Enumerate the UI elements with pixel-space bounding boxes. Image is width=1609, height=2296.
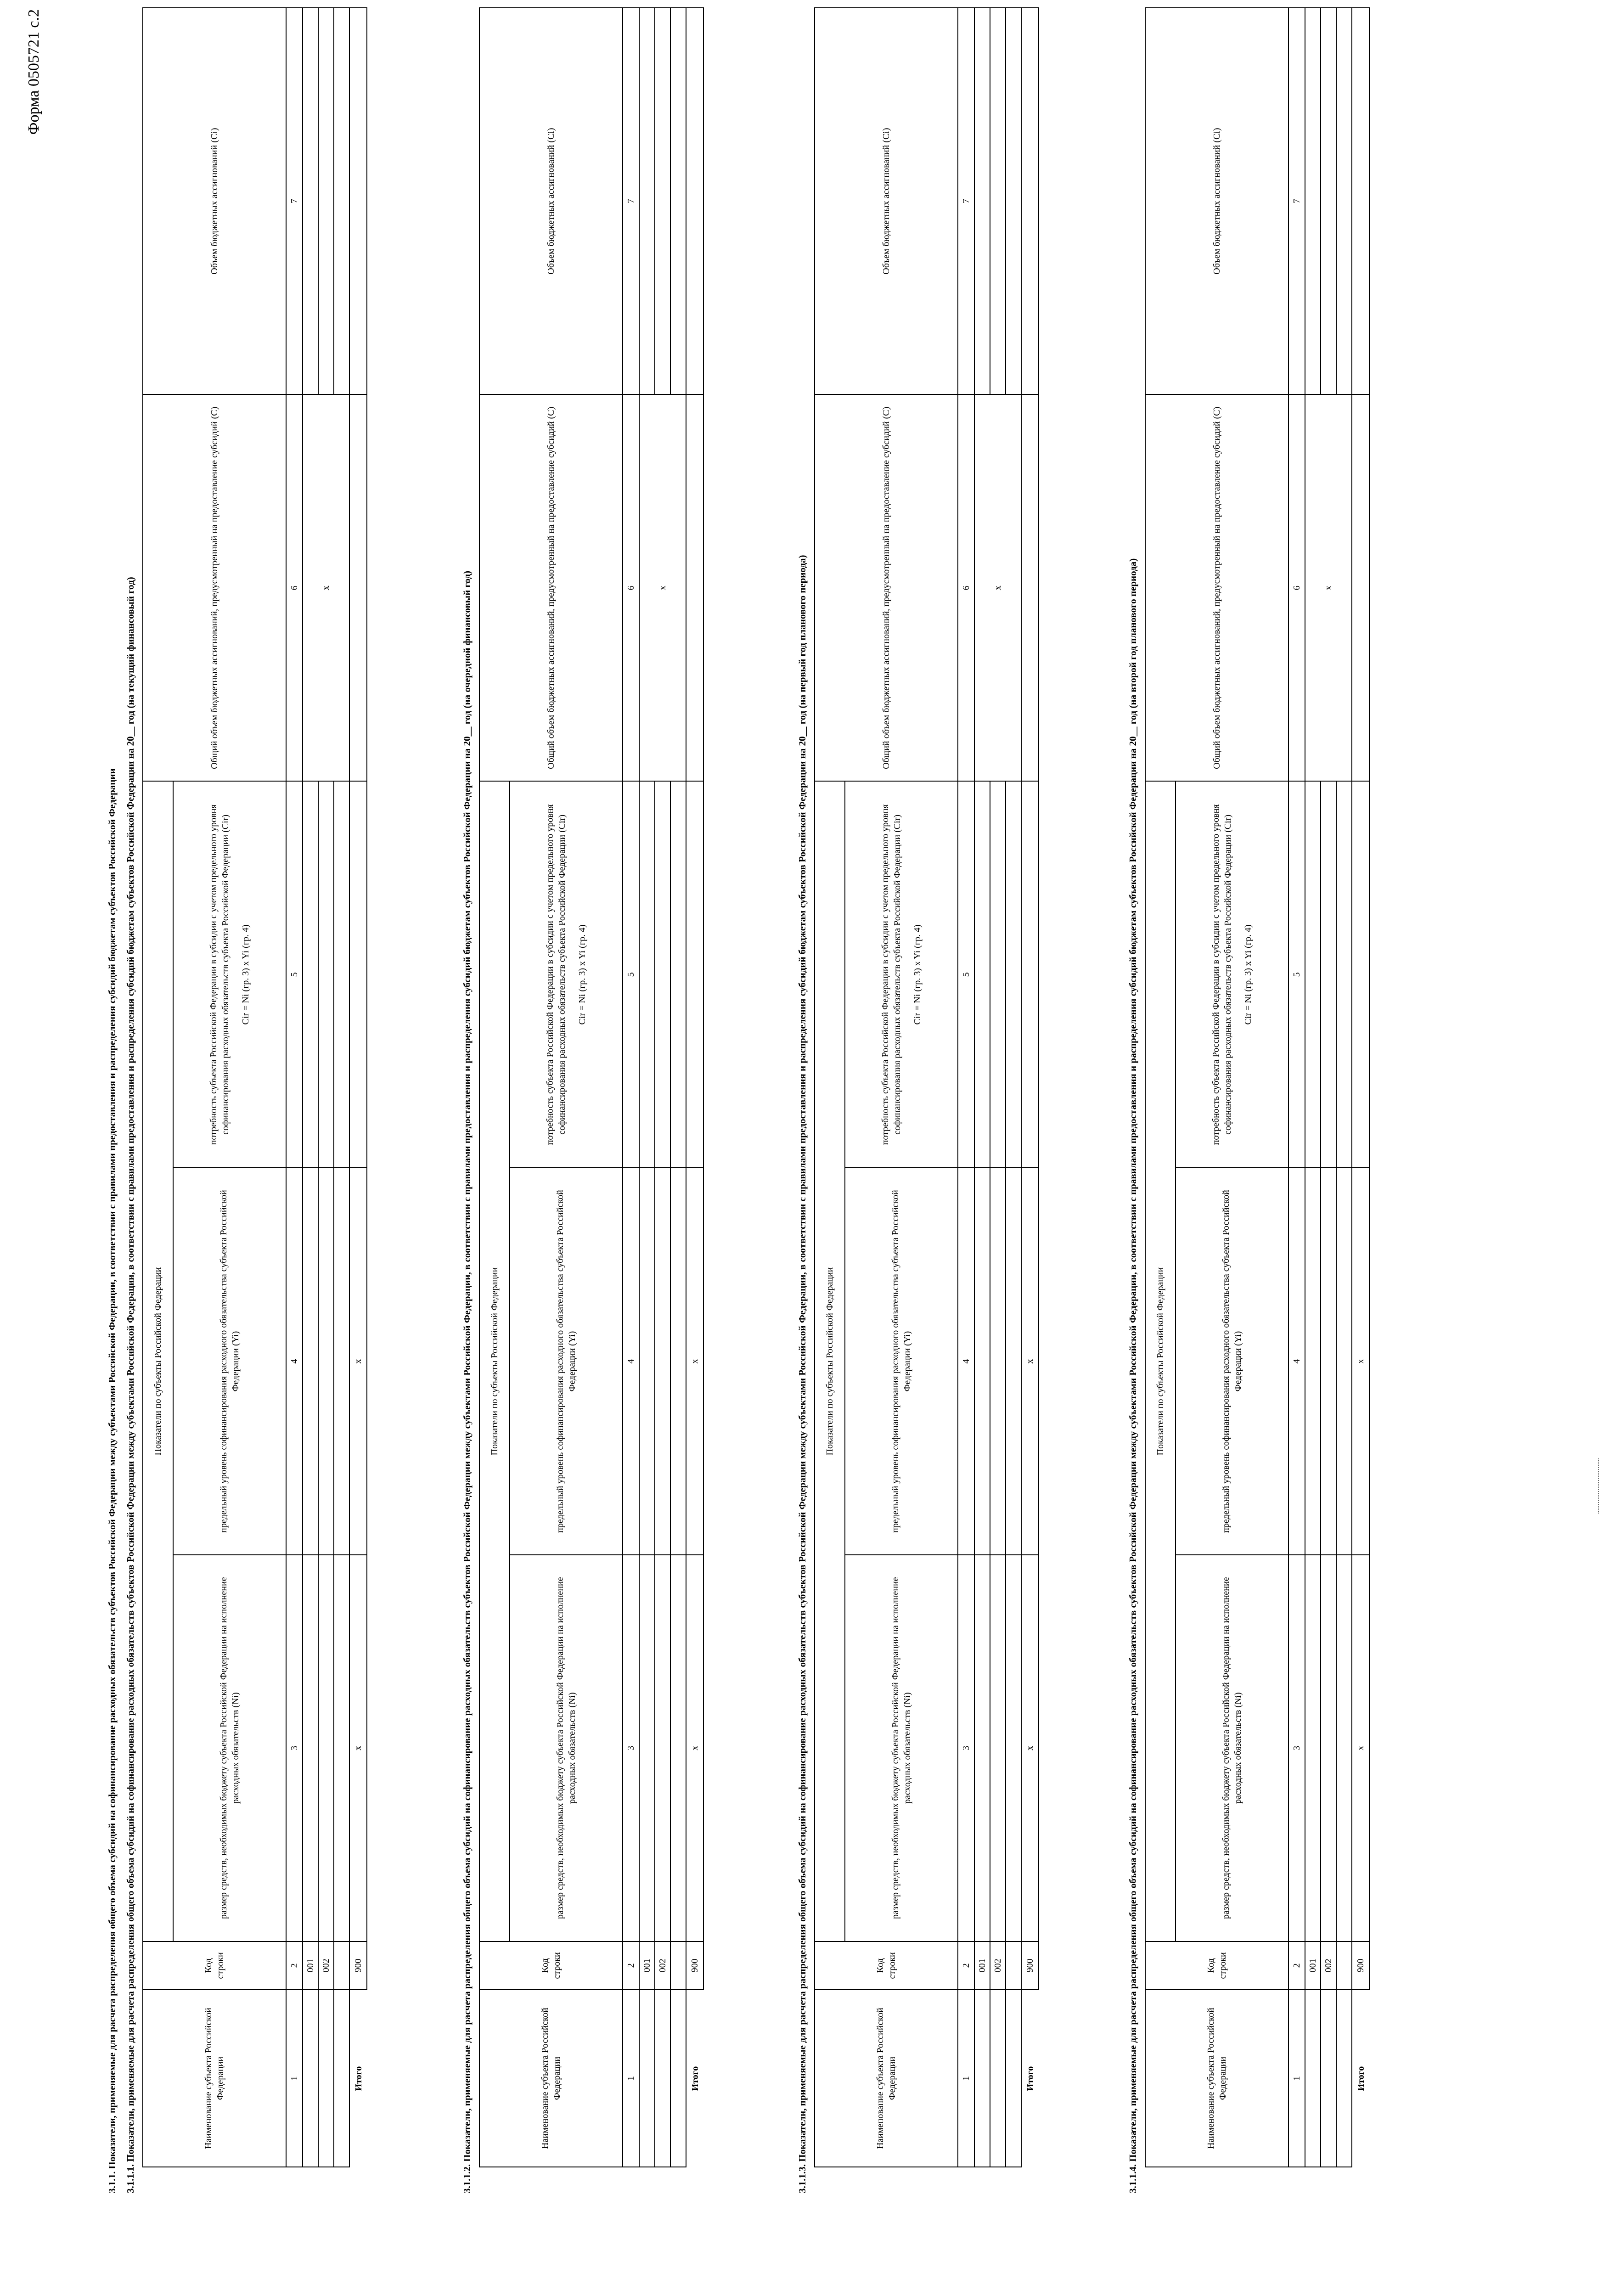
cell-name[interactable] [990,1990,1006,2167]
cell-cir[interactable] [1305,781,1321,1168]
cell-cir[interactable] [1321,781,1336,1168]
col-header-5-formula: Cir = Ni (гр. 3) x Yi (гр. 4) [577,924,587,1025]
table-row [990,8,1006,2167]
cell-yi[interactable] [1006,1168,1021,1554]
total-ni-cross: x [1021,1555,1039,1941]
cell-yi[interactable] [318,1168,334,1554]
col-number: 6 [623,394,639,781]
col-header-5-text: потребность субъекта Российской Федерации в субсидии с учетом предельного уровня софинансирования расходных обязательств субъекта Российской Федерации (Cir) [545,804,567,1145]
total-yi-cross: x [686,1168,703,1554]
section-title: 3.1.1.1. Показатели, применяемые для расчета распределения общего объема субсидий на софинансирование расходных обязательств субъектов Российской Федерации между субъектами Российской Федерации, в соответствии с правилами предоставления и распределения субсидий бюджетам субъектов Российской Федерации на 20__ год (на текущий финансовый год) [125,577,136,2193]
cell-cir[interactable] [318,781,334,1168]
cell-ni[interactable] [670,1555,686,1941]
cell-ni[interactable] [1336,1555,1352,1941]
total-label: Итого [353,2066,364,2091]
cell-cir[interactable] [1336,781,1352,1168]
col-header-3: размер средств, необходимых бюджету субъекта Российской Федерации на исполнение расходных обязательств (Ni) [845,1555,958,1941]
table-section [1127,7,1370,2193]
col-header-3: размер средств, необходимых бюджету субъекта Российской Федерации на исполнение расходных обязательств (Ni) [1176,1555,1288,1941]
total-cir[interactable] [1352,781,1369,1168]
cell-yi[interactable] [990,1168,1006,1554]
cell-ci[interactable] [1305,8,1321,394]
col-number: 7 [1288,8,1305,394]
cell-name[interactable] [670,1990,686,2167]
cell-code: 001 [1305,1941,1321,1990]
cell-c-merged: x [639,394,686,781]
total-label: Итого [1025,2066,1035,2091]
cell-ci[interactable] [1321,8,1336,394]
col-header-5 [510,781,623,1168]
col-header-4: предельный уровень софинансирования расходного обязательства субъекта Российской Федерации (Yi) [1176,1168,1288,1554]
section-title: 3.1.1.2. Показатели, применяемые для расчета распределения общего объема субсидий на софинансирование расходных обязательств субъектов Российской Федерации между субъектами Российской Федерации, в соответствии с правилами предоставления и распределения субсидий бюджетам субъектов Российской Федерации на 20__ год (на очередной финансовый год) [461,571,473,2193]
cell-cir[interactable] [1006,781,1021,1168]
col-header-5 [173,781,286,1168]
cell-name[interactable] [974,1990,990,2167]
total-code: 900 [686,1941,703,1990]
col-number: 2 [958,1941,974,1990]
cell-cir[interactable] [974,781,990,1168]
cell-cir[interactable] [303,781,318,1168]
table-section [125,7,367,2193]
cell-cir[interactable] [334,781,349,1168]
cell-code [1336,1941,1352,1990]
col-number: 4 [958,1168,974,1554]
total-ci[interactable] [1021,8,1039,394]
cell-ni[interactable] [1321,1555,1336,1941]
cell-name[interactable] [655,1990,670,2167]
table-row [1006,8,1021,2167]
col-number: 5 [286,781,303,1168]
col-number: 3 [1288,1555,1305,1941]
col-header-7: Объем бюджетных ассигнований (Ci) [143,8,286,394]
col-header-4: предельный уровень софинансирования расходного обязательства субъекта Российской Федерации (Yi) [173,1168,286,1554]
total-ni-cross: x [349,1555,367,1941]
cell-yi[interactable] [303,1168,318,1554]
col-number: 1 [1288,1990,1305,2167]
cell-name[interactable] [1305,1990,1321,2167]
cell-c-merged: x [303,394,349,781]
col-header-5 [845,781,958,1168]
col-header-code: Код строки [479,1941,623,1990]
cell-code [334,1941,349,1990]
cell-name[interactable] [334,1990,349,2167]
col-header-name: Наименование субъекта Российской Федерации [815,1990,958,2167]
total-yi-cross: x [349,1168,367,1554]
cell-ci[interactable] [1336,8,1352,394]
col-header-5-formula: Cir = Ni (гр. 3) x Yi (гр. 4) [1243,924,1253,1025]
cell-ci[interactable] [318,8,334,394]
col-header-5-text: потребность субъекта Российской Федерации в субсидии с учетом предельного уровня софинансирования расходных обязательств субъекта Российской Федерации (Cir) [1211,804,1233,1145]
group-header: Показатели по субъекты Российской Федерации [815,781,845,1941]
cell-name[interactable] [1321,1990,1336,2167]
col-header-6: Общий объем бюджетных ассигнований, предусмотренный на предоставление субсидий (C) [479,394,623,781]
col-number: 1 [623,1990,639,2167]
cell-code: 002 [655,1941,670,1990]
col-number: 7 [286,8,303,394]
cell-cir[interactable] [670,781,686,1168]
table-row [334,8,349,2167]
total-cir[interactable] [349,781,367,1168]
col-number: 4 [286,1168,303,1554]
total-ni-cross: x [686,1555,703,1941]
cell-code: 002 [1321,1941,1336,1990]
col-header-5-formula: Cir = Ni (гр. 3) x Yi (гр. 4) [912,924,923,1025]
col-header-name: Наименование субъекта Российской Федерации [1145,1990,1288,2167]
col-header-code: Код строки [815,1941,958,1990]
total-label: Итого [690,2066,700,2091]
col-number: 5 [623,781,639,1168]
cell-yi[interactable] [639,1168,655,1554]
col-header-code: Код строки [1145,1941,1288,1990]
cell-ni[interactable] [655,1555,670,1941]
cell-ci[interactable] [334,8,349,394]
table-row [655,8,670,2167]
col-header-5-text: потребность субъекта Российской Федерации в субсидии с учетом предельного уровня софинансирования расходных обязательств субъекта Российской Федерации (Cir) [208,804,231,1145]
table-section [797,7,1039,2193]
col-header-5-text: потребность субъекта Российской Федерации в субсидии с учетом предельного уровня софинансирования расходных обязательств субъекта Российской Федерации (Cir) [880,804,902,1145]
cell-yi[interactable] [974,1168,990,1554]
table-row [1336,8,1352,2167]
total-row [1352,8,1369,2167]
table-row [1305,8,1321,2167]
total-row [349,8,367,2167]
cell-c-merged: x [1305,394,1352,781]
total-cir[interactable] [686,781,703,1168]
cell-yi[interactable] [1305,1168,1321,1554]
cell-name[interactable] [1336,1990,1352,2167]
cell-ni[interactable] [303,1555,318,1941]
group-header: Показатели по субъекты Российской Федерации [479,781,510,1941]
col-header-7: Объем бюджетных ассигнований (Ci) [815,8,958,394]
cell-yi[interactable] [655,1168,670,1554]
col-number: 3 [958,1555,974,1941]
cell-code [670,1941,686,1990]
table-row [670,8,686,2167]
cell-ci[interactable] [655,8,670,394]
cell-ci[interactable] [639,8,655,394]
indicators-table [479,7,704,2167]
cell-yi[interactable] [1321,1168,1336,1554]
col-number: 7 [623,8,639,394]
col-number: 2 [286,1941,303,1990]
table-row [974,8,990,2167]
col-header-7: Объем бюджетных ассигнований (Ci) [479,8,623,394]
total-yi-cross: x [1352,1168,1369,1554]
cell-cir[interactable] [639,781,655,1168]
total-ci[interactable] [349,8,367,394]
group-header: Показатели по субъекты Российской Федерации [1145,781,1176,1941]
col-number: 5 [958,781,974,1168]
col-number: 6 [958,394,974,781]
cell-cir[interactable] [990,781,1006,1168]
total-c[interactable] [1021,394,1039,781]
col-header-5-formula: Cir = Ni (гр. 3) x Yi (гр. 4) [241,924,251,1025]
col-header-4: предельный уровень софинансирования расходного обязательства субъекта Российской Федерации (Yi) [510,1168,623,1554]
col-number: 4 [623,1168,639,1554]
col-header-name: Наименование субъекта Российской Федерации [479,1990,623,2167]
section-title: 3.1.1.3. Показатели, применяемые для расчета распределения общего объема субсидий на софинансирование расходных обязательств субъектов Российской Федерации между субъектами Российской Федерации, в соответствии с правилами предоставления и распределения субсидий бюджетам субъектов Российской Федерации на 20__ год (на первый год планового периода) [797,555,808,2193]
cell-yi[interactable] [670,1168,686,1554]
col-number: 6 [286,394,303,781]
cell-ni[interactable] [990,1555,1006,1941]
main-title: 3.1.1. Показатели, применяемые для расчета распределения общего объема субсидий на софинансирование расходных обязательств субъектов Российской Федерации между субъектами Российской Федерации, в соответствии с правилами предоставления и распределения субсидий бюджетам субъектов Российской Федерации [107,768,118,2193]
col-header-name: Наименование субъекта Российской Федерации [143,1990,286,2167]
cell-ni[interactable] [318,1555,334,1941]
cell-ni[interactable] [334,1555,349,1941]
col-number: 1 [286,1990,303,2167]
cell-ni[interactable] [1006,1555,1021,1941]
col-header-5 [1176,781,1288,1168]
total-c[interactable] [349,394,367,781]
cell-ni[interactable] [639,1555,655,1941]
cell-code: 001 [639,1941,655,1990]
indicators-table [1145,7,1370,2167]
cell-cir[interactable] [655,781,670,1168]
cell-ci[interactable] [974,8,990,394]
col-number: 2 [1288,1941,1305,1990]
total-ci[interactable] [1352,8,1369,394]
cell-yi[interactable] [334,1168,349,1554]
total-cir[interactable] [1021,781,1039,1168]
col-number: 2 [623,1941,639,1990]
cell-yi[interactable] [1336,1168,1352,1554]
cell-name[interactable] [1006,1990,1021,2167]
cell-c-merged: x [974,394,1021,781]
form-number: Форма 0505721 с.2 [25,9,42,135]
total-ni-cross: x [1352,1555,1369,1941]
cell-ci[interactable] [1006,8,1021,394]
cell-name[interactable] [318,1990,334,2167]
bottom-mark [1598,1458,1604,1514]
total-row [686,8,703,2167]
total-c[interactable] [686,394,703,781]
table-row [1321,8,1336,2167]
group-header: Показатели по субъекты Российской Федерации [143,781,173,1941]
cell-ci[interactable] [990,8,1006,394]
cell-ni[interactable] [974,1555,990,1941]
total-code: 900 [1021,1941,1039,1990]
cell-ni[interactable] [1305,1555,1321,1941]
total-row [1021,8,1039,2167]
table-section [461,7,704,2193]
table-row [639,8,655,2167]
cell-code: 002 [990,1941,1006,1990]
cell-name[interactable] [639,1990,655,2167]
col-number: 6 [1288,394,1305,781]
col-header-6: Общий объем бюджетных ассигнований, предусмотренный на предоставление субсидий (C) [143,394,286,781]
col-header-6: Общий объем бюджетных ассигнований, предусмотренный на предоставление субсидий (C) [1145,394,1288,781]
cell-code: 002 [318,1941,334,1990]
total-code: 900 [1352,1941,1369,1990]
col-number: 4 [1288,1168,1305,1554]
col-header-3: размер средств, необходимых бюджету субъекта Российской Федерации на исполнение расходных обязательств (Ni) [510,1555,623,1941]
col-header-6: Общий объем бюджетных ассигнований, предусмотренный на предоставление субсидий (C) [815,394,958,781]
cell-name[interactable] [303,1990,318,2167]
section-title: 3.1.1.4. Показатели, применяемые для расчета распределения общего объема субсидий на софинансирование расходных обязательств субъектов Российской Федерации между субъектами Российской Федерации, в соответствии с правилами предоставления и распределения субсидий бюджетам субъектов Российской Федерации на 20__ год (на второй год планового периода) [1127,558,1138,2193]
cell-ci[interactable] [303,8,318,394]
col-header-code: Код строки [143,1941,286,1990]
cell-code [1006,1941,1021,1990]
indicators-table [814,7,1039,2167]
col-number: 5 [1288,781,1305,1168]
col-header-3: размер средств, необходимых бюджету субъекта Российской Федерации на исполнение расходных обязательств (Ni) [173,1555,286,1941]
col-number: 3 [623,1555,639,1941]
cell-ci[interactable] [670,8,686,394]
col-number: 7 [958,8,974,394]
col-header-7: Объем бюджетных ассигнований (Ci) [1145,8,1288,394]
total-code: 900 [349,1941,367,1990]
col-number: 3 [286,1555,303,1941]
total-c[interactable] [1352,394,1369,781]
col-header-4: предельный уровень софинансирования расходного обязательства субъекта Российской Федерации (Yi) [845,1168,958,1554]
indicators-table [142,7,367,2167]
total-ci[interactable] [686,8,703,394]
total-label: Итого [1356,2066,1366,2091]
cell-code: 001 [303,1941,318,1990]
cell-code: 001 [974,1941,990,1990]
table-row [303,8,318,2167]
total-yi-cross: x [1021,1168,1039,1554]
table-row [318,8,334,2167]
col-number: 1 [958,1990,974,2167]
